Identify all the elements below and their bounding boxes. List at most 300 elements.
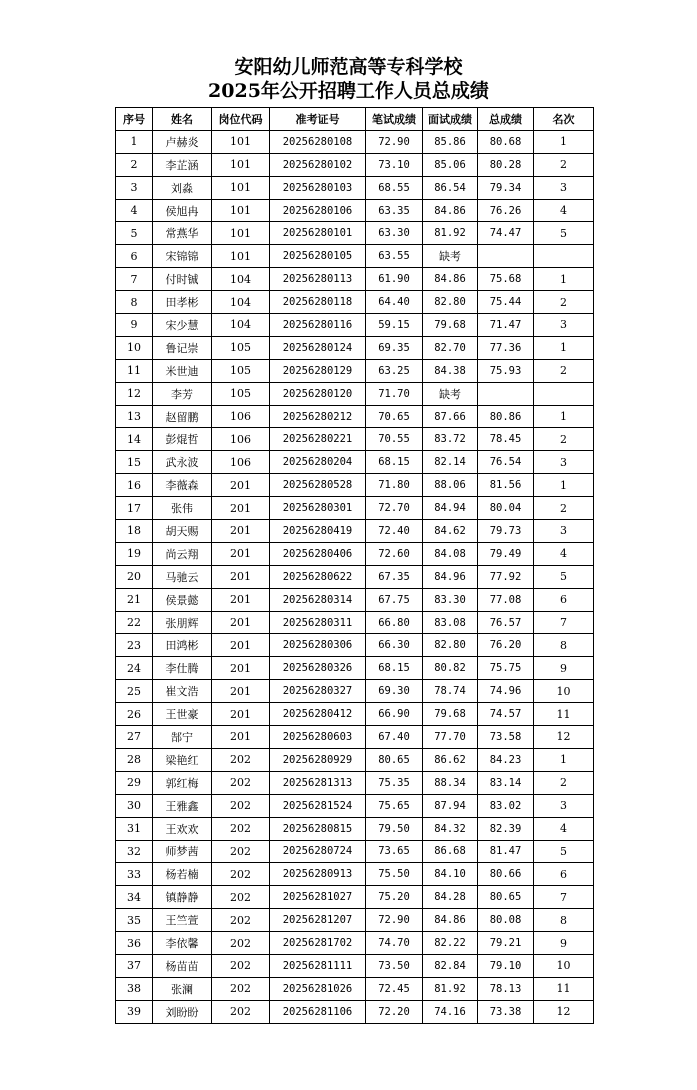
cell-name: 杨苗苗 xyxy=(153,954,212,977)
cell-ticket-number: 20256280118 xyxy=(270,291,366,314)
cell-index: 11 xyxy=(116,359,153,382)
table-row xyxy=(116,1000,594,1023)
cell-written-score: 66.30 xyxy=(366,634,423,657)
cell-post-code: 101 xyxy=(212,199,270,222)
cell-ticket-number: 20256280412 xyxy=(270,703,366,726)
cell-written-score: 72.45 xyxy=(366,977,423,1000)
cell-ticket-number: 20256280101 xyxy=(270,222,366,245)
cell-rank: 7 xyxy=(534,611,594,634)
cell-post-code: 201 xyxy=(212,474,270,497)
cell-total-score: 83.14 xyxy=(478,771,534,794)
cell-ticket-number: 20256280129 xyxy=(270,359,366,382)
table-row xyxy=(116,634,594,657)
cell-ticket-number: 20256280102 xyxy=(270,153,366,176)
cell-name: 宋少慧 xyxy=(153,314,212,337)
cell-name: 尚云翔 xyxy=(153,542,212,565)
cell-rank: 10 xyxy=(534,680,594,703)
cell-total-score: 74.96 xyxy=(478,680,534,703)
header-index: 序号 xyxy=(116,108,153,131)
cell-written-score: 75.20 xyxy=(366,886,423,909)
cell-interview-score: 83.72 xyxy=(423,428,478,451)
cell-name: 田孝彬 xyxy=(153,291,212,314)
cell-name: 付时铖 xyxy=(153,268,212,291)
cell-name: 鲁记崇 xyxy=(153,336,212,359)
cell-total-score: 73.58 xyxy=(478,726,534,749)
cell-rank: 7 xyxy=(534,886,594,909)
cell-written-score: 75.65 xyxy=(366,794,423,817)
cell-total-score xyxy=(478,382,534,405)
cell-post-code: 201 xyxy=(212,542,270,565)
cell-total-score: 76.20 xyxy=(478,634,534,657)
cell-rank: 10 xyxy=(534,954,594,977)
cell-ticket-number: 20256280221 xyxy=(270,428,366,451)
cell-name: 张朋辉 xyxy=(153,611,212,634)
cell-total-score: 78.13 xyxy=(478,977,534,1000)
cell-rank: 1 xyxy=(534,268,594,291)
cell-interview-score: 84.28 xyxy=(423,886,478,909)
score-table xyxy=(115,107,594,1024)
cell-rank: 1 xyxy=(534,336,594,359)
cell-total-score: 80.04 xyxy=(478,497,534,520)
cell-written-score: 72.90 xyxy=(366,909,423,932)
cell-interview-score: 85.06 xyxy=(423,153,478,176)
cell-index: 15 xyxy=(116,451,153,474)
cell-index: 10 xyxy=(116,336,153,359)
cell-written-score: 72.40 xyxy=(366,520,423,543)
cell-name: 赵留鹏 xyxy=(153,405,212,428)
cell-name: 武永波 xyxy=(153,451,212,474)
cell-name: 马驰云 xyxy=(153,565,212,588)
cell-post-code: 202 xyxy=(212,817,270,840)
cell-name: 李芷涵 xyxy=(153,153,212,176)
cell-ticket-number: 20256280314 xyxy=(270,588,366,611)
table-row xyxy=(116,657,594,680)
table-row xyxy=(116,359,594,382)
cell-post-code: 202 xyxy=(212,909,270,932)
cell-index: 28 xyxy=(116,748,153,771)
cell-name: 宋锦锦 xyxy=(153,245,212,268)
table-row xyxy=(116,909,594,932)
table-row xyxy=(116,314,594,337)
cell-interview-score: 86.54 xyxy=(423,176,478,199)
cell-total-score: 80.28 xyxy=(478,153,534,176)
table-row xyxy=(116,932,594,955)
cell-interview-score: 84.96 xyxy=(423,565,478,588)
cell-post-code: 202 xyxy=(212,794,270,817)
cell-index: 8 xyxy=(116,291,153,314)
cell-ticket-number: 20256280419 xyxy=(270,520,366,543)
cell-name: 卢赫炎 xyxy=(153,130,212,153)
cell-interview-score: 81.92 xyxy=(423,222,478,245)
cell-written-score: 70.65 xyxy=(366,405,423,428)
cell-name: 米世迪 xyxy=(153,359,212,382)
header-interview-score: 面试成绩 xyxy=(423,108,478,131)
cell-total-score: 76.54 xyxy=(478,451,534,474)
table-row xyxy=(116,405,594,428)
cell-interview-score: 78.74 xyxy=(423,680,478,703)
cell-rank: 4 xyxy=(534,817,594,840)
cell-ticket-number: 20256280105 xyxy=(270,245,366,268)
cell-rank: 1 xyxy=(534,130,594,153)
cell-name: 李仕腾 xyxy=(153,657,212,680)
cell-written-score: 66.80 xyxy=(366,611,423,634)
cell-ticket-number: 20256280212 xyxy=(270,405,366,428)
cell-total-score: 73.38 xyxy=(478,1000,534,1023)
cell-ticket-number: 20256281524 xyxy=(270,794,366,817)
cell-name: 刘淼 xyxy=(153,176,212,199)
cell-post-code: 201 xyxy=(212,565,270,588)
cell-name: 彭焜哲 xyxy=(153,428,212,451)
cell-total-score: 75.93 xyxy=(478,359,534,382)
cell-post-code: 104 xyxy=(212,291,270,314)
cell-post-code: 202 xyxy=(212,863,270,886)
cell-post-code: 106 xyxy=(212,451,270,474)
cell-written-score: 64.40 xyxy=(366,291,423,314)
cell-index: 30 xyxy=(116,794,153,817)
cell-index: 39 xyxy=(116,1000,153,1023)
cell-post-code: 201 xyxy=(212,520,270,543)
cell-rank: 3 xyxy=(534,520,594,543)
cell-ticket-number: 20256280929 xyxy=(270,748,366,771)
cell-rank: 2 xyxy=(534,771,594,794)
cell-written-score: 67.35 xyxy=(366,565,423,588)
cell-total-score: 79.73 xyxy=(478,520,534,543)
table-row xyxy=(116,748,594,771)
cell-interview-score: 84.08 xyxy=(423,542,478,565)
table-row xyxy=(116,954,594,977)
cell-total-score: 80.65 xyxy=(478,886,534,909)
cell-ticket-number: 20256280103 xyxy=(270,176,366,199)
cell-post-code: 105 xyxy=(212,359,270,382)
table-row xyxy=(116,497,594,520)
cell-name: 王雅鑫 xyxy=(153,794,212,817)
cell-index: 17 xyxy=(116,497,153,520)
cell-rank xyxy=(534,382,594,405)
cell-interview-score: 84.86 xyxy=(423,268,478,291)
cell-rank: 9 xyxy=(534,657,594,680)
cell-written-score: 68.55 xyxy=(366,176,423,199)
cell-rank xyxy=(534,245,594,268)
cell-ticket-number: 20256281026 xyxy=(270,977,366,1000)
cell-index: 36 xyxy=(116,932,153,955)
cell-written-score: 69.30 xyxy=(366,680,423,703)
cell-interview-score: 88.06 xyxy=(423,474,478,497)
document-subtitle: 2025年公开招聘工作人员总成绩 xyxy=(208,80,489,102)
cell-written-score: 68.15 xyxy=(366,657,423,680)
cell-index: 32 xyxy=(116,840,153,863)
cell-index: 6 xyxy=(116,245,153,268)
cell-index: 2 xyxy=(116,153,153,176)
cell-name: 李芳 xyxy=(153,382,212,405)
cell-interview-score: 83.08 xyxy=(423,611,478,634)
cell-written-score: 63.30 xyxy=(366,222,423,245)
table-row xyxy=(116,588,594,611)
cell-interview-score: 88.34 xyxy=(423,771,478,794)
cell-index: 22 xyxy=(116,611,153,634)
cell-ticket-number: 20256280120 xyxy=(270,382,366,405)
cell-written-score: 67.40 xyxy=(366,726,423,749)
cell-index: 13 xyxy=(116,405,153,428)
cell-ticket-number: 20256280406 xyxy=(270,542,366,565)
cell-rank: 11 xyxy=(534,703,594,726)
cell-written-score: 70.55 xyxy=(366,428,423,451)
cell-index: 38 xyxy=(116,977,153,1000)
cell-total-score: 82.39 xyxy=(478,817,534,840)
cell-rank: 4 xyxy=(534,542,594,565)
header-written-score: 笔试成绩 xyxy=(366,108,423,131)
cell-rank: 6 xyxy=(534,588,594,611)
table-row xyxy=(116,542,594,565)
header-total-score: 总成绩 xyxy=(478,108,534,131)
cell-ticket-number: 20256280603 xyxy=(270,726,366,749)
cell-interview-score: 79.68 xyxy=(423,703,478,726)
cell-ticket-number: 20256281106 xyxy=(270,1000,366,1023)
cell-rank: 5 xyxy=(534,840,594,863)
cell-total-score: 80.68 xyxy=(478,130,534,153)
cell-post-code: 202 xyxy=(212,1000,270,1023)
cell-written-score: 61.90 xyxy=(366,268,423,291)
cell-written-score: 72.20 xyxy=(366,1000,423,1023)
cell-name: 王竺萱 xyxy=(153,909,212,932)
cell-name: 梁艳红 xyxy=(153,748,212,771)
cell-written-score: 75.50 xyxy=(366,863,423,886)
table-row xyxy=(116,703,594,726)
cell-index: 35 xyxy=(116,909,153,932)
cell-index: 29 xyxy=(116,771,153,794)
cell-written-score: 72.60 xyxy=(366,542,423,565)
cell-written-score: 66.90 xyxy=(366,703,423,726)
cell-rank: 12 xyxy=(534,726,594,749)
cell-name: 王欢欢 xyxy=(153,817,212,840)
table-row xyxy=(116,176,594,199)
cell-index: 24 xyxy=(116,657,153,680)
cell-post-code: 101 xyxy=(212,222,270,245)
cell-interview-score: 77.70 xyxy=(423,726,478,749)
cell-rank: 2 xyxy=(534,291,594,314)
document-title: 安阳幼儿师范高等专科学校 xyxy=(234,56,463,78)
cell-ticket-number: 20256280301 xyxy=(270,497,366,520)
cell-ticket-number: 20256280306 xyxy=(270,634,366,657)
cell-index: 14 xyxy=(116,428,153,451)
cell-post-code: 101 xyxy=(212,130,270,153)
cell-interview-score: 82.80 xyxy=(423,634,478,657)
cell-total-score: 77.08 xyxy=(478,588,534,611)
cell-interview-score: 86.62 xyxy=(423,748,478,771)
cell-post-code: 104 xyxy=(212,268,270,291)
table-row xyxy=(116,680,594,703)
cell-interview-score: 82.22 xyxy=(423,932,478,955)
header-rank: 名次 xyxy=(534,108,594,131)
cell-name: 常燕华 xyxy=(153,222,212,245)
cell-post-code: 105 xyxy=(212,336,270,359)
cell-rank: 8 xyxy=(534,909,594,932)
cell-post-code: 101 xyxy=(212,153,270,176)
cell-total-score: 81.56 xyxy=(478,474,534,497)
cell-index: 1 xyxy=(116,130,153,153)
cell-written-score: 67.75 xyxy=(366,588,423,611)
cell-ticket-number: 20256281111 xyxy=(270,954,366,977)
cell-post-code: 101 xyxy=(212,176,270,199)
cell-ticket-number: 20256280913 xyxy=(270,863,366,886)
cell-post-code: 104 xyxy=(212,314,270,337)
table-row xyxy=(116,977,594,1000)
cell-ticket-number: 20256280106 xyxy=(270,199,366,222)
cell-interview-score: 84.38 xyxy=(423,359,478,382)
cell-interview-score: 84.10 xyxy=(423,863,478,886)
cell-post-code: 202 xyxy=(212,771,270,794)
cell-index: 21 xyxy=(116,588,153,611)
cell-total-score: 77.92 xyxy=(478,565,534,588)
cell-rank: 1 xyxy=(534,748,594,771)
header-name: 姓名 xyxy=(153,108,212,131)
cell-total-score: 81.47 xyxy=(478,840,534,863)
cell-index: 19 xyxy=(116,542,153,565)
cell-rank: 2 xyxy=(534,359,594,382)
cell-total-score: 71.47 xyxy=(478,314,534,337)
cell-written-score: 71.70 xyxy=(366,382,423,405)
cell-written-score: 74.70 xyxy=(366,932,423,955)
cell-total-score: 74.47 xyxy=(478,222,534,245)
cell-written-score: 59.15 xyxy=(366,314,423,337)
table-row xyxy=(116,291,594,314)
table-row xyxy=(116,451,594,474)
cell-index: 34 xyxy=(116,886,153,909)
cell-interview-score: 82.14 xyxy=(423,451,478,474)
cell-interview-score: 缺考 xyxy=(423,245,478,268)
cell-interview-score: 84.32 xyxy=(423,817,478,840)
cell-ticket-number: 20256280622 xyxy=(270,565,366,588)
cell-ticket-number: 20256280108 xyxy=(270,130,366,153)
cell-written-score: 80.65 xyxy=(366,748,423,771)
cell-total-score: 77.36 xyxy=(478,336,534,359)
cell-written-score: 73.10 xyxy=(366,153,423,176)
cell-total-score: 83.02 xyxy=(478,794,534,817)
table-row xyxy=(116,222,594,245)
cell-post-code: 201 xyxy=(212,680,270,703)
table-row xyxy=(116,268,594,291)
cell-written-score: 63.35 xyxy=(366,199,423,222)
cell-written-score: 79.50 xyxy=(366,817,423,840)
table-row xyxy=(116,726,594,749)
cell-index: 31 xyxy=(116,817,153,840)
cell-name: 王世豪 xyxy=(153,703,212,726)
cell-name: 镇静静 xyxy=(153,886,212,909)
cell-written-score: 72.90 xyxy=(366,130,423,153)
cell-index: 3 xyxy=(116,176,153,199)
cell-ticket-number: 20256280528 xyxy=(270,474,366,497)
cell-total-score: 84.23 xyxy=(478,748,534,771)
cell-total-score: 75.68 xyxy=(478,268,534,291)
cell-ticket-number: 20256280724 xyxy=(270,840,366,863)
cell-total-score: 80.08 xyxy=(478,909,534,932)
cell-interview-score: 74.16 xyxy=(423,1000,478,1023)
cell-index: 23 xyxy=(116,634,153,657)
cell-interview-score: 84.86 xyxy=(423,909,478,932)
cell-post-code: 202 xyxy=(212,840,270,863)
cell-total-score xyxy=(478,245,534,268)
cell-ticket-number: 20256281207 xyxy=(270,909,366,932)
cell-ticket-number: 20256281702 xyxy=(270,932,366,955)
table-row xyxy=(116,794,594,817)
cell-ticket-number: 20256280326 xyxy=(270,657,366,680)
cell-post-code: 201 xyxy=(212,703,270,726)
cell-post-code: 201 xyxy=(212,634,270,657)
cell-name: 侯旭冉 xyxy=(153,199,212,222)
cell-index: 7 xyxy=(116,268,153,291)
cell-interview-score: 82.80 xyxy=(423,291,478,314)
cell-name: 李薇森 xyxy=(153,474,212,497)
cell-ticket-number: 20256280116 xyxy=(270,314,366,337)
cell-name: 胡天赐 xyxy=(153,520,212,543)
cell-ticket-number: 20256280311 xyxy=(270,611,366,634)
cell-rank: 5 xyxy=(534,222,594,245)
cell-name: 田鸿彬 xyxy=(153,634,212,657)
cell-interview-score: 83.30 xyxy=(423,588,478,611)
cell-interview-score: 81.92 xyxy=(423,977,478,1000)
cell-name: 郜宁 xyxy=(153,726,212,749)
cell-index: 33 xyxy=(116,863,153,886)
cell-interview-score: 84.94 xyxy=(423,497,478,520)
cell-written-score: 71.80 xyxy=(366,474,423,497)
cell-written-score: 72.70 xyxy=(366,497,423,520)
table-row xyxy=(116,771,594,794)
cell-index: 12 xyxy=(116,382,153,405)
cell-rank: 1 xyxy=(534,405,594,428)
header-ticket-number: 准考证号 xyxy=(270,108,366,131)
cell-name: 刘盼盼 xyxy=(153,1000,212,1023)
cell-name: 崔文浩 xyxy=(153,680,212,703)
cell-interview-score: 87.94 xyxy=(423,794,478,817)
cell-post-code: 201 xyxy=(212,611,270,634)
cell-rank: 12 xyxy=(534,1000,594,1023)
cell-rank: 1 xyxy=(534,474,594,497)
cell-rank: 11 xyxy=(534,977,594,1000)
cell-total-score: 74.57 xyxy=(478,703,534,726)
cell-interview-score: 80.82 xyxy=(423,657,478,680)
cell-index: 26 xyxy=(116,703,153,726)
cell-written-score: 63.25 xyxy=(366,359,423,382)
cell-post-code: 202 xyxy=(212,977,270,1000)
cell-interview-score: 84.62 xyxy=(423,520,478,543)
cell-interview-score: 86.68 xyxy=(423,840,478,863)
table-row xyxy=(116,863,594,886)
cell-name: 张澜 xyxy=(153,977,212,1000)
cell-post-code: 202 xyxy=(212,886,270,909)
table-row xyxy=(116,199,594,222)
cell-post-code: 202 xyxy=(212,954,270,977)
cell-post-code: 106 xyxy=(212,428,270,451)
cell-rank: 3 xyxy=(534,451,594,474)
cell-rank: 6 xyxy=(534,863,594,886)
cell-ticket-number: 20256280815 xyxy=(270,817,366,840)
cell-post-code: 201 xyxy=(212,497,270,520)
table-row xyxy=(116,336,594,359)
cell-total-score: 76.57 xyxy=(478,611,534,634)
table-row xyxy=(116,153,594,176)
cell-post-code: 101 xyxy=(212,245,270,268)
cell-index: 25 xyxy=(116,680,153,703)
cell-interview-score: 85.86 xyxy=(423,130,478,153)
cell-index: 9 xyxy=(116,314,153,337)
cell-rank: 3 xyxy=(534,314,594,337)
cell-post-code: 201 xyxy=(212,588,270,611)
cell-ticket-number: 20256280124 xyxy=(270,336,366,359)
header-post-code: 岗位代码 xyxy=(212,108,270,131)
cell-name: 侯景懿 xyxy=(153,588,212,611)
cell-total-score: 78.45 xyxy=(478,428,534,451)
cell-rank: 4 xyxy=(534,199,594,222)
cell-written-score: 73.50 xyxy=(366,954,423,977)
